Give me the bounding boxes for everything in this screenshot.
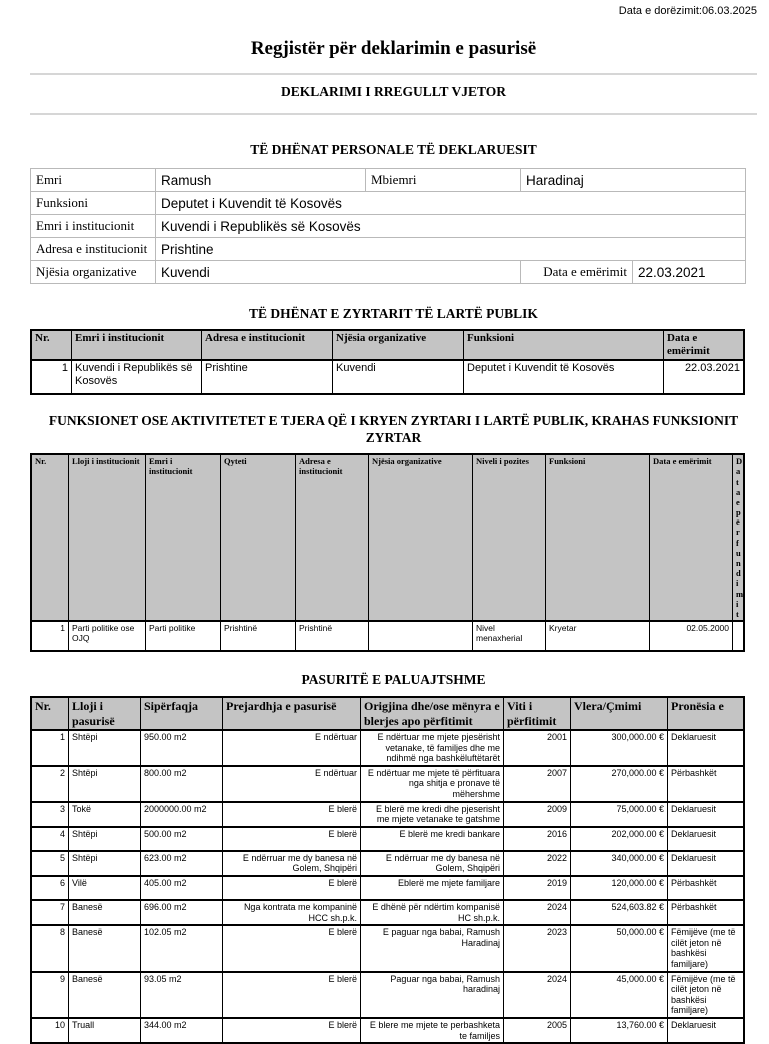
column-header: Funksioni: [546, 454, 650, 621]
cell: Shtëpi: [69, 851, 141, 876]
cell: Deklaruesit: [668, 730, 745, 766]
cell: 2005: [504, 1018, 571, 1043]
cell: 2001: [504, 730, 571, 766]
column-header: Lloji i pasurisë: [69, 697, 141, 730]
header-row: [31, 330, 744, 360]
cell: E dhënë për ndërtim kompanisë HC sh.p.k.: [361, 900, 504, 925]
field-label-organizational-unit: Njësia organizative: [31, 261, 156, 284]
column-header: Lloji i institucionit: [69, 454, 146, 621]
cell: E paguar nga babai, Ramush Haradinaj: [361, 925, 504, 971]
field-label-mbiemri: Mbiemri: [366, 169, 521, 192]
cell: Deklaruesit: [668, 851, 745, 876]
cell: Deklaruesit: [668, 802, 745, 827]
table-row: [31, 1018, 744, 1043]
column-header: Niveli i pozites: [473, 454, 546, 621]
column-header: Data e emërimit: [664, 330, 745, 360]
cell: E blerë: [223, 876, 361, 900]
divider: [30, 113, 757, 115]
cell: Përbashkët: [668, 900, 745, 925]
column-header: Emri i institucionit: [146, 454, 221, 621]
column-header: Data e emërimit: [650, 454, 733, 621]
cell: 2: [31, 766, 69, 802]
cell: Nga kontrata me kompaninë HCC sh.p.k.: [223, 900, 361, 925]
field-label-institution-address: Adresa e institucionit: [31, 238, 156, 261]
column-header: Njësia organizative: [333, 330, 464, 360]
column-header: Viti i përfitimit: [504, 697, 571, 730]
cell: 344.00 m2: [141, 1018, 223, 1043]
cell: 45,000.00 €: [571, 972, 668, 1018]
section-title-functions: FUNKSIONET OSE AKTIVITETET E TJERA QË I KRYEN ZYRTARI I LARTË PUBLIK, KRAHAS FUNKSIONIT ZYRTAR: [48, 413, 739, 446]
cell: [733, 621, 745, 651]
cell: [369, 621, 473, 651]
column-header: Adresa e institucionit: [202, 330, 333, 360]
cell: Banesë: [69, 925, 141, 971]
table-row: [31, 876, 744, 900]
cell: Prishtine: [202, 360, 333, 394]
cell: Banesë: [69, 900, 141, 925]
personal-data-table: [30, 168, 746, 284]
table-row: [31, 238, 746, 261]
cell: 500.00 m2: [141, 827, 223, 851]
table-row: [31, 192, 746, 215]
cell: E blerë: [223, 802, 361, 827]
cell: 623.00 m2: [141, 851, 223, 876]
cell: Fëmijëve (me të cilët jeton në bashkësi familjare): [668, 972, 745, 1018]
cell: 2009: [504, 802, 571, 827]
cell: Deputet i Kuvendit të Kosovës: [464, 360, 664, 394]
table-row: [31, 621, 744, 651]
cell: 4: [31, 827, 69, 851]
cell: 2000000.00 m2: [141, 802, 223, 827]
cell: 50,000.00 €: [571, 925, 668, 971]
cell: Përbashkët: [668, 876, 745, 900]
cell: 5: [31, 851, 69, 876]
cell: Shtëpi: [69, 730, 141, 766]
document-title: Regjistër për deklarimin e pasurisë: [250, 38, 537, 59]
cell: Kryetar: [546, 621, 650, 651]
table-row: [31, 360, 744, 394]
column-header: Nr.: [31, 454, 69, 621]
cell: Vilë: [69, 876, 141, 900]
cell: E blerë: [223, 925, 361, 971]
cell: 2024: [504, 972, 571, 1018]
cell: 2022: [504, 851, 571, 876]
cell: 2007: [504, 766, 571, 802]
cell: 2019: [504, 876, 571, 900]
cell: 696.00 m2: [141, 900, 223, 925]
cell: 950.00 m2: [141, 730, 223, 766]
column-header: Njësia organizative: [369, 454, 473, 621]
section-title-properties: PASURITË E PALUAJTSHME: [301, 672, 486, 688]
cell: 1: [31, 360, 72, 394]
cell: Fëmijëve (me të cilët jeton në bashkësi familjare): [668, 925, 745, 971]
column-header: Sipërfaqja: [141, 697, 223, 730]
declaration-type-title: DEKLARIMI I RREGULLT VJETOR: [281, 84, 506, 99]
divider: [30, 73, 757, 75]
cell: 1: [31, 730, 69, 766]
field-label-institution-name: Emri i institucionit: [31, 215, 156, 238]
table-row: [31, 802, 744, 827]
last-name-value: Haradinaj: [521, 169, 746, 192]
table-row: [31, 766, 744, 802]
column-header: Data e përfundimit: [733, 454, 745, 621]
cell: E ndërtuar me mjete të përfituara nga shitja e pronave të mëhershme: [361, 766, 504, 802]
cell: Prishtinë: [221, 621, 296, 651]
cell: 9: [31, 972, 69, 1018]
cell: Tokë: [69, 802, 141, 827]
cell: 102.05 m2: [141, 925, 223, 971]
cell: 3: [31, 802, 69, 827]
cell: 75,000.00 €: [571, 802, 668, 827]
column-header: Qyteti: [221, 454, 296, 621]
column-header: Adresa e institucionit: [296, 454, 369, 621]
cell: Prishtinë: [296, 621, 369, 651]
cell: Përbashkët: [668, 766, 745, 802]
official-data-table: [30, 329, 745, 395]
table-row: [31, 169, 746, 192]
cell: 524,603.82 €: [571, 900, 668, 925]
column-header: Nr.: [31, 697, 69, 730]
cell: E blerë: [223, 827, 361, 851]
appointment-date-value: 22.03.2021: [633, 261, 746, 284]
cell: 2023: [504, 925, 571, 971]
cell: 202,000.00 €: [571, 827, 668, 851]
cell: 340,000.00 €: [571, 851, 668, 876]
cell: Eblerë me mjete familjare: [361, 876, 504, 900]
cell: Parti politike: [146, 621, 221, 651]
cell: E ndërruar me dy banesa në Golem, Shqipëri: [223, 851, 361, 876]
cell: E blere me mjete te perbashketa te familjes: [361, 1018, 504, 1043]
cell: 270,000.00 €: [571, 766, 668, 802]
cell: 800.00 m2: [141, 766, 223, 802]
cell: Kuvendi: [333, 360, 464, 394]
immovable-properties-table: [30, 696, 745, 1044]
column-header: Pronësia e: [668, 697, 745, 730]
cell: Deklaruesit: [668, 1018, 745, 1043]
field-label-funksioni: Funksioni: [31, 192, 156, 215]
cell: 6: [31, 876, 69, 900]
cell: Deklaruesit: [668, 827, 745, 851]
cell: Parti politike ose OJQ: [69, 621, 146, 651]
cell: 120,000.00 €: [571, 876, 668, 900]
other-functions-table: [30, 453, 745, 652]
table-row: [31, 851, 744, 876]
cell: 02.05.2000: [650, 621, 733, 651]
section-title-personal: TË DHËNAT PERSONALE TË DEKLARUESIT: [250, 142, 537, 157]
header-row: [31, 454, 744, 621]
cell: Shtëpi: [69, 766, 141, 802]
table-row: [31, 972, 744, 1018]
cell: 2024: [504, 900, 571, 925]
institution-name-value: Kuvendi i Republikës së Kosovës: [156, 215, 746, 238]
cell: 93.05 m2: [141, 972, 223, 1018]
first-name-value: Ramush: [156, 169, 366, 192]
cell: E blerë me kredi dhe pjeserisht me mjete vetanake te gatshme: [361, 802, 504, 827]
cell: E ndërtuar: [223, 766, 361, 802]
table-row: [31, 827, 744, 851]
cell: E blerë: [223, 972, 361, 1018]
cell: 7: [31, 900, 69, 925]
function-value: Deputet i Kuvendit të Kosovës: [156, 192, 746, 215]
cell: 1: [31, 621, 69, 651]
institution-address-value: Prishtine: [156, 238, 746, 261]
column-header: Nr.: [31, 330, 72, 360]
field-label-emri: Emri: [31, 169, 156, 192]
column-header: Funksioni: [464, 330, 664, 360]
table-row: [31, 730, 744, 766]
column-header: Emri i institucionit: [72, 330, 202, 360]
organizational-unit-value: Kuvendi: [156, 261, 521, 284]
cell: 405.00 m2: [141, 876, 223, 900]
cell: 22.03.2021: [664, 360, 745, 394]
cell: 13,760.00 €: [571, 1018, 668, 1043]
cell: Truall: [69, 1018, 141, 1043]
table-row: [31, 261, 746, 284]
cell: E blerë: [223, 1018, 361, 1043]
table-row: [31, 900, 744, 925]
cell: 10: [31, 1018, 69, 1043]
cell: Paguar nga babai, Ramush haradinaj: [361, 972, 504, 1018]
column-header: Origjina dhe/ose mënyra e blerjes apo përfitimit: [361, 697, 504, 730]
cell: E ndërtuar me mjete pjesërisht vetanake, të familjes dhe me ndihmë nga bashkëluftëtarët: [361, 730, 504, 766]
cell: E blerë me kredi bankare: [361, 827, 504, 851]
header-row: [31, 697, 744, 730]
submission-date: Data e dorëzimit:06.03.2025: [618, 5, 757, 17]
section-title-official: TË DHËNAT E ZYRTARIT TË LARTË PUBLIK: [249, 306, 538, 321]
cell: Banesë: [69, 972, 141, 1018]
cell: Kuvendi i Republikës së Kosovës: [72, 360, 202, 394]
cell: Nivel menaxherial: [473, 621, 546, 651]
column-header: Vlera/Çmimi: [571, 697, 668, 730]
cell: 8: [31, 925, 69, 971]
cell: 300,000.00 €: [571, 730, 668, 766]
column-header: Prejardhja e pasurisë: [223, 697, 361, 730]
cell: Shtëpi: [69, 827, 141, 851]
table-row: [31, 925, 744, 971]
cell: E ndërtuar: [223, 730, 361, 766]
cell: 2016: [504, 827, 571, 851]
cell: E ndërruar me dy banesa në Golem, Shqipëri: [361, 851, 504, 876]
table-row: [31, 215, 746, 238]
field-label-appointment-date: Data e emërimit: [521, 261, 633, 284]
